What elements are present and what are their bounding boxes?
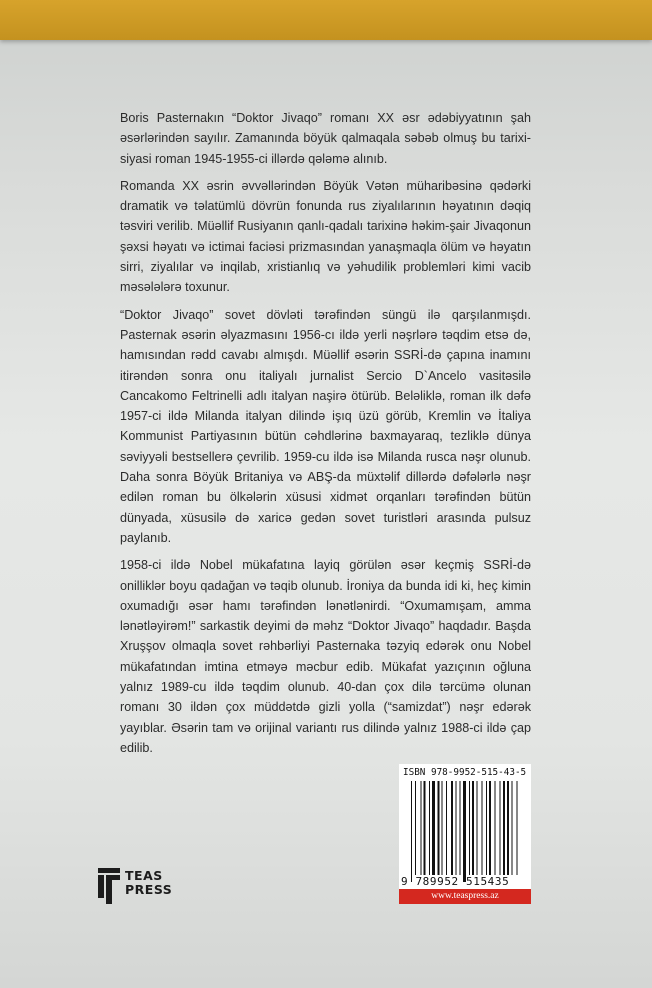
barcode-bar <box>442 781 443 875</box>
top-gold-band <box>0 0 652 40</box>
barcode-bar <box>421 781 422 875</box>
barcode-bar <box>503 781 505 875</box>
barcode-bar <box>469 781 470 875</box>
barcode-bar <box>500 781 501 875</box>
barcode-bar <box>460 781 461 875</box>
isbn-barcode-panel <box>399 764 531 904</box>
barcode-bar <box>415 781 416 875</box>
barcode-bar <box>463 781 466 882</box>
blurb-paragraph-1: Boris Pasternakın “Doktor Jivaqo” romanı XX əsr ədəbiyyatının şah əsərlərindən sayılır. Zamanında böyük qalmaqala səbəb olmuş bu tarixi-siyasi roman 1945-1955-ci illərdə qələmə alınıb. <box>120 111 531 166</box>
barcode-bar <box>495 781 496 875</box>
barcode-bars <box>399 764 531 889</box>
barcode-bar <box>489 781 491 875</box>
back-cover-blurb <box>120 108 531 765</box>
publisher-website: www.teaspress.az <box>399 889 531 904</box>
barcode-bar <box>512 781 513 875</box>
barcode-bar <box>517 781 518 875</box>
barcode-bar <box>507 781 509 875</box>
barcode-bar <box>446 781 447 875</box>
blurb-paragraph-4: 1958-ci ildə Nobel mükafatına layiq görülən əsər keçmiş SSRİ-də onilliklər boyu qadağan və təqib olunub. İroniya da bunda idi ki, heç kimin oxumadığı əsər hamı tərəfindən lənətlənirdi. “Oxumamışam, amma lənətləyirəm!” sarkastik deyimi də məhz “Doktor Jivaqo” haqdadır. Başda Xruşşov olmaqla sovet rəhbərliyi Pasternaka təzyiq edərək onu Nobel mükafatından imtina etməyə məcbur edib. Mükafat yazıçının oğluna yalnız 1989-cu ildə təqdim olunub. 40-dan çox dilə tərcümə olunan romanı 30 ildən çox müddətdə gizli yolla (“samizdat”) nəşr edərək yayıblar. Əsərin tam və orijinal variantı rus dilində yalnız 1988-ci ildə çap edilib. <box>120 558 531 755</box>
isbn-label: ISBN 978-9952-515-43-5 <box>403 767 527 778</box>
barcode-bar <box>411 781 412 882</box>
publisher-name-line1: TEAS <box>125 868 163 883</box>
barcode-bar <box>486 781 487 875</box>
teas-press-logo-icon <box>98 866 122 906</box>
barcode-bar <box>477 781 478 875</box>
barcode-digits: 9 789952 515435 <box>401 875 510 888</box>
barcode-bar <box>432 781 435 875</box>
publisher-logo <box>98 866 178 906</box>
barcode-bar <box>456 781 457 875</box>
publisher-name <box>125 869 172 897</box>
barcode-bar <box>472 781 474 875</box>
barcode-bar <box>424 781 426 875</box>
blurb-paragraph-3: “Doktor Jivaqo” sovet dövləti tərəfindən süngü ilə qarşılanmışdı. Pasternak əsərin əlyazmasını 1956-cı ildə yerli nəşrlərə təqdim etsə də, hamısından rədd cavabı almışdı. Müəllif əsərin SSRİ-də çapına inamını itirəndən sonra onu italiyalı jurnalist Sercio D`Ancelo vasitəsilə Cancakomo Feltrinelli adlı italyan naşirə ötürüb. Beləliklə, roman ilk dəfə 1957-ci ildə Milanda italyan dilində işıq üzü görüb, Kremlin və İtaliya Kommunist Partiyasının bütün cəhdlərinə baxmayaraq, tezliklə dünya səviyyəli bestsellerə çevrilib. 1959-cu ildə isə Milanda rusca nəşr olunub. Daha sonra Böyük Britaniya və ABŞ-da müxtəlif dillərdə dəfələrlə nəşr edilən roman bu ölkələrin xüsusi xidmət orqanları tərəfindən bütün dünyada, xüsusilə də xaricə gedən sovet turistləri arasında pulsuz paylanıb. <box>120 307 531 545</box>
blurb-paragraph-2: Romanda XX əsrin əvvəllərindən Böyük Vətən müharibəsinə qədərki dramatik və təlatümlü dövrün fonunda rus ziyalılarının həyatının dəqiq təsviri verilib. Müəllif Rusiyanın qanlı-qadalı tarixinə həkim-şair Jivaqonun şəxsi həyatı və ictimai faciəsi prizmasından yanaşmaqla ölüm və həyatın sirri, ziyalılar və inqilab, xristianlıq və yəhudilik problemləri kimi vacib məsələlərə toxunur. <box>120 178 531 295</box>
publisher-name-line2: PRESS <box>125 882 173 897</box>
barcode-bar <box>429 781 430 875</box>
barcode-bar <box>482 781 483 875</box>
barcode-bar <box>438 781 440 875</box>
barcode-bar <box>451 781 453 875</box>
